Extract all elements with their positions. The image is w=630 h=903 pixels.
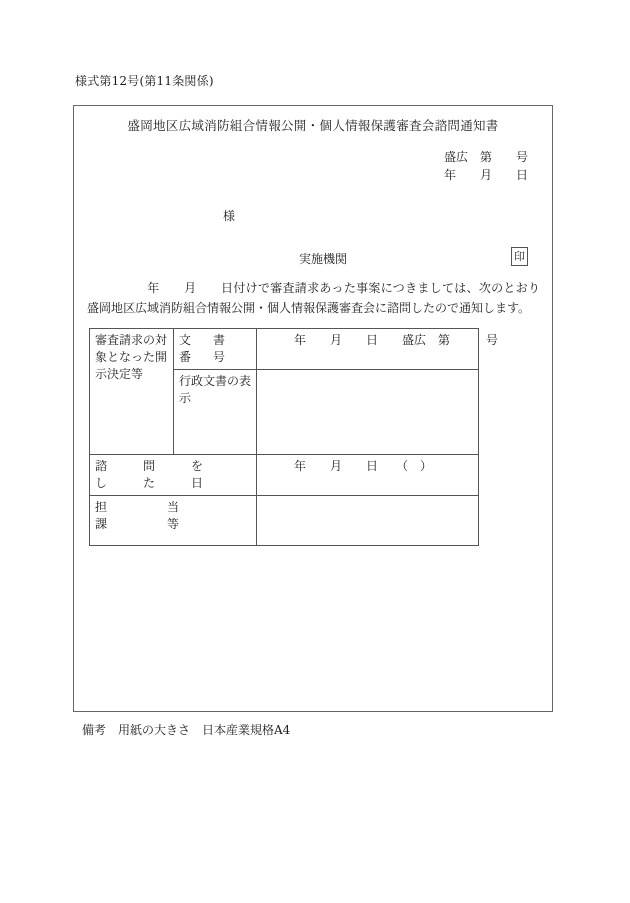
- table-row: [90, 455, 479, 496]
- document-meta: [444, 148, 528, 184]
- document-date-line: 年 月 日: [443, 168, 528, 182]
- administrative-document-label-cell: 行政文書の表示: [174, 370, 257, 455]
- consultation-date-label-cell: 諮 問 を し た 日: [90, 455, 257, 496]
- responsible-division-value-cell[interactable]: [257, 496, 479, 546]
- seal-stamp-icon: 印: [511, 247, 528, 266]
- implementing-agency-label: 実施機関: [299, 252, 348, 266]
- implementing-agency-row: [74, 250, 552, 270]
- table-row: [90, 329, 479, 370]
- group-label-cell: 審査請求の対象となった開示決定等: [90, 329, 174, 455]
- responsible-division-label-cell: 担 当 課 等: [90, 496, 257, 546]
- administrative-document-value-cell[interactable]: [257, 370, 479, 455]
- document-title: 盛岡地区広域消防組合情報公開・個人情報保護審査会諮問通知書: [127, 118, 499, 133]
- consultation-date-value: 年 月 日 （ ）: [294, 459, 433, 473]
- body-continuation: 岡地区広域消防組合情報公開・個人情報保護審査会に諮問したので通知します。: [99, 301, 531, 315]
- disclosure-decision-table: [89, 328, 499, 546]
- document-number-label-cell: 文 書 番 号: [174, 329, 257, 370]
- body-lead-date: 年 月 日付けで審査請求あった事案につきましては、次のとおり盛: [87, 281, 540, 315]
- table-row: [90, 496, 479, 546]
- footnote: 備考 用紙の大きさ 日本産業規格A4: [82, 723, 291, 737]
- body-paragraph: [87, 278, 540, 318]
- form-number: 様式第12号(第11条関係): [75, 74, 214, 88]
- form-frame: [73, 105, 553, 712]
- consultation-date-value-cell[interactable]: [257, 455, 479, 496]
- document-number-value-cell[interactable]: [257, 329, 499, 370]
- document-number-value: 年 月 日 盛広 第 号: [294, 333, 499, 347]
- document-number-line: 盛広 第 号: [443, 150, 528, 164]
- addressee-suffix: 様: [223, 209, 236, 223]
